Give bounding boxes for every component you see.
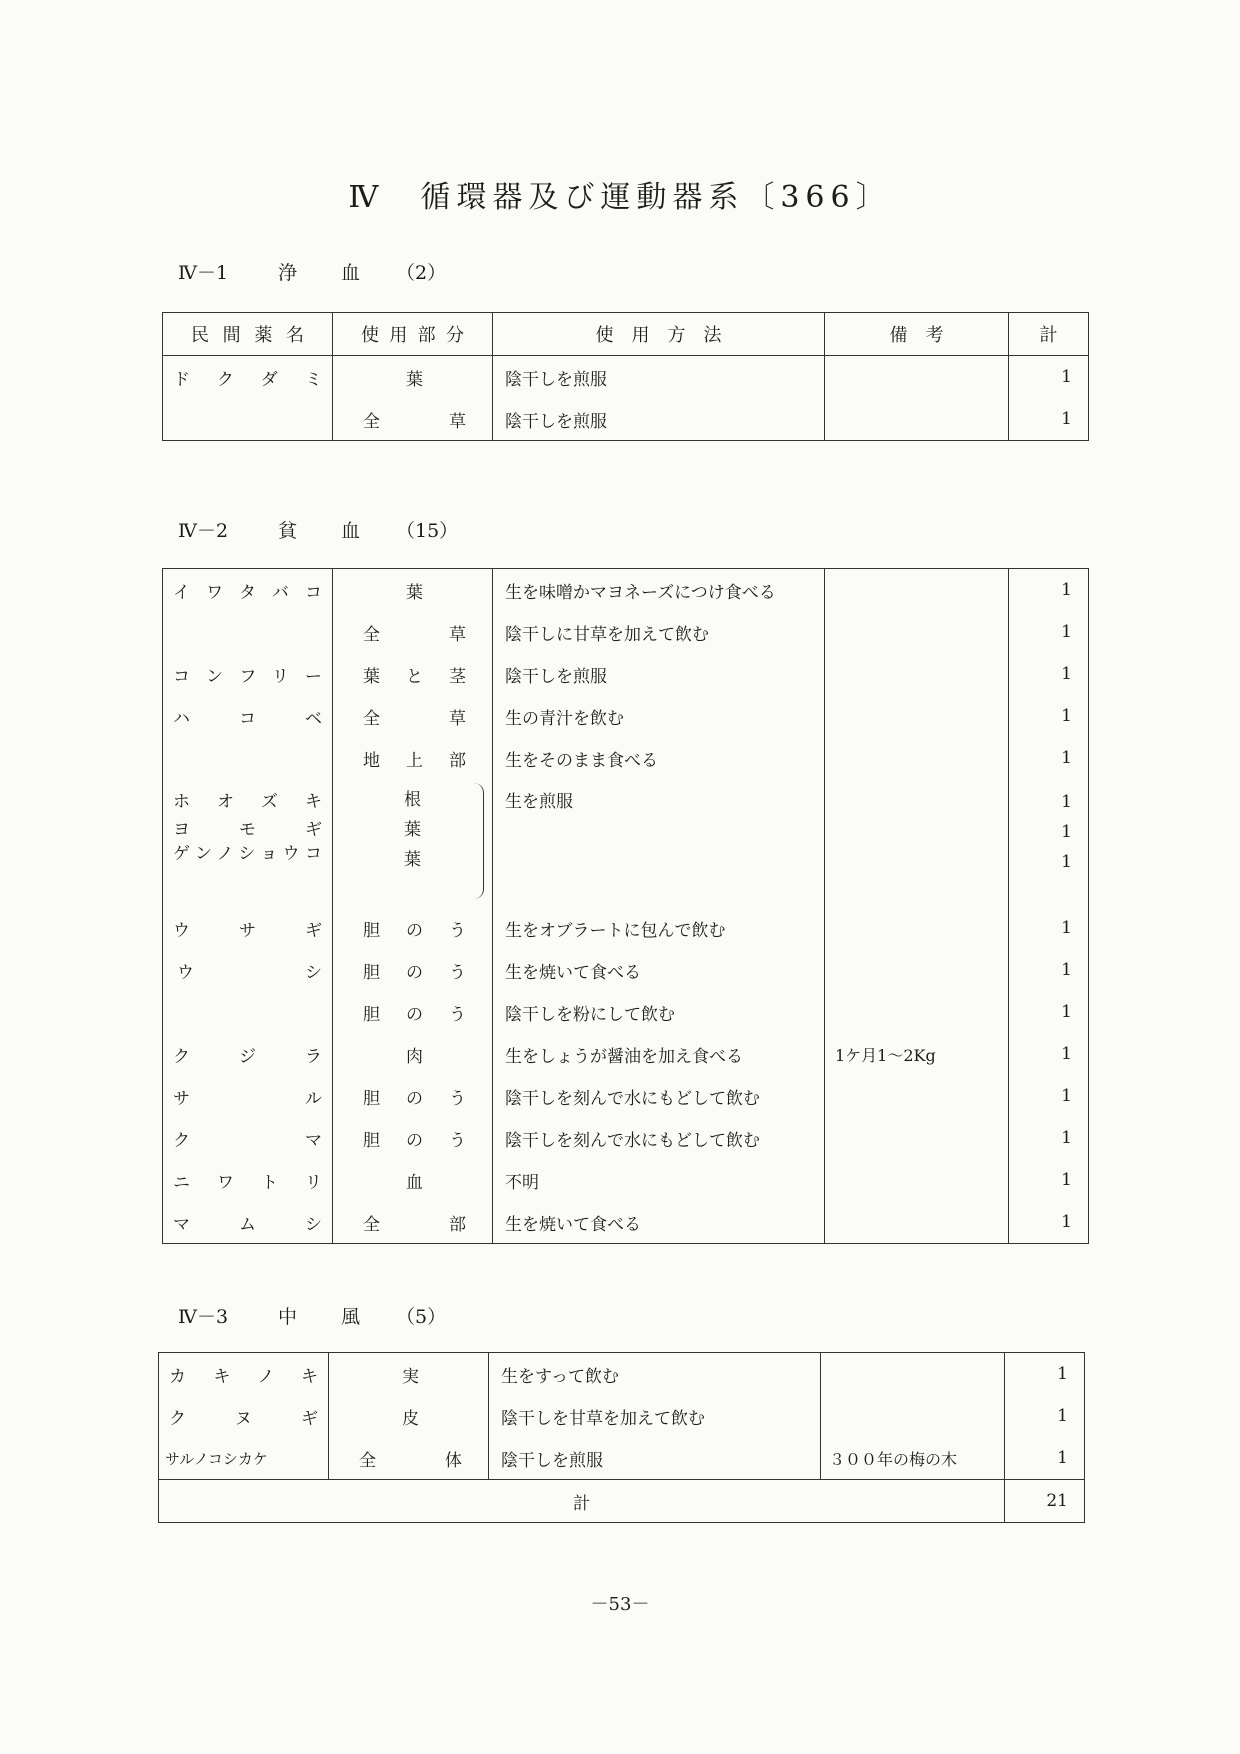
herb-part: 血 [333,1159,493,1201]
herb-name: イワタバコ [163,569,333,612]
section-count: （15） [396,520,459,542]
table-row [163,949,1089,991]
herb-part: 胆のう [333,991,493,1033]
table-row [163,653,1089,695]
herb-name: クマ [163,1117,333,1159]
herb-count: 1 [1009,356,1089,399]
herb-part: 葉 [404,820,421,840]
section-heading-3 [178,1302,446,1329]
herb-name [163,398,333,441]
herb-name: マムシ [163,1201,333,1244]
herb-note [825,1075,1009,1117]
section-count: （2） [396,262,447,284]
page-number: －53－ [590,1594,650,1615]
herb-name: ホオズキ [173,792,322,812]
herb-count: 1 [1009,1159,1089,1201]
header-part: 使用部分 [333,313,493,356]
herb-method: 生を煎服 [505,792,573,812]
herb-method: 陰干しを煎服 [493,356,825,399]
table-row-group [163,779,1089,907]
herb-count: 1 [1009,737,1089,779]
herb-method: 生を味噌かマヨネーズにつけ食べる [493,569,825,612]
table-row [163,611,1089,653]
herb-count: 1 [1005,1395,1085,1437]
herb-method-group [493,779,825,907]
herb-name: サル [163,1075,333,1117]
table-row [163,991,1089,1033]
herb-method: 不明 [493,1159,825,1201]
table-row [163,569,1089,612]
herb-part: 胆のう [333,907,493,949]
table-section-2 [162,568,1089,1244]
section-number: Ⅳ－2 [178,520,229,542]
herb-note [825,398,1009,441]
herb-part: 根 [404,790,421,810]
herb-part: 胆のう [333,949,493,991]
herb-name: カキノキ [159,1353,329,1396]
herb-count: 1 [1009,907,1089,949]
table-row [163,1159,1089,1201]
herb-count: 1 [1009,949,1089,991]
herb-method: 陰干しを刻んで水にもどして飲む [493,1117,825,1159]
total-label: 計 [159,1480,1005,1523]
herb-method: 生をそのまま食べる [493,737,825,779]
herb-name: ヨモギ [173,820,322,840]
section-count: （5） [396,1306,447,1328]
table-row [163,398,1089,441]
section-name: 浄 血 [278,262,363,284]
herb-note [821,1353,1005,1396]
herb-part: 葉 [404,850,421,870]
section-number: Ⅳ－1 [178,262,229,284]
section-heading-2 [178,516,458,543]
table-row [163,907,1089,949]
herb-count: 1 [1009,1033,1089,1075]
herb-count: 1 [1009,1201,1089,1244]
header-count: 計 [1009,313,1089,356]
herb-count: 1 [1009,569,1089,612]
herb-part: 皮 [329,1395,489,1437]
herb-method: 陰干しを煎服 [493,653,825,695]
herb-count-group [1009,779,1089,907]
herb-part: 地上部 [333,737,493,779]
table-row [163,1033,1089,1075]
herb-count: 1 [1009,611,1089,653]
table-section-1 [162,312,1089,441]
herb-note [825,569,1009,612]
herb-note [825,611,1009,653]
herb-count: 1 [1005,1437,1085,1480]
herb-note [825,949,1009,991]
table-row [159,1437,1085,1480]
herb-count: 1 [1009,1117,1089,1159]
table-row [163,1075,1089,1117]
herb-count: 1 [1009,653,1089,695]
header-method: 使 用 方 法 [493,313,825,356]
herb-method: 陰干しを刻んで水にもどして飲む [493,1075,825,1117]
table-row [159,1395,1085,1437]
herb-part: 胆のう [333,1117,493,1159]
herb-note [825,1159,1009,1201]
herb-note [825,991,1009,1033]
herb-method: 陰干しを煎服 [489,1437,821,1480]
herb-note [825,1201,1009,1244]
herb-part: 葉 [333,569,493,612]
herb-name: ハコベ [163,695,333,737]
herb-note: 1ケ月1～2Kg [825,1033,1009,1075]
herb-part-group [333,779,493,907]
brace-mark [473,783,484,899]
herb-name: クジラ [163,1033,333,1075]
herb-name [163,611,333,653]
total-value: 21 [1005,1480,1085,1523]
header-note: 備 考 [825,313,1009,356]
herb-method: 生をすって飲む [489,1353,821,1396]
herb-method: 生を焼いて食べる [493,949,825,991]
herb-part: 全体 [329,1437,489,1480]
herb-part: 肉 [333,1033,493,1075]
herb-method: 陰干しに甘草を加えて飲む [493,611,825,653]
table-section-3 [158,1352,1085,1523]
section-name: 貧 血 [278,520,363,542]
herb-count: 1 [1009,695,1089,737]
herb-count: 1 [1005,1353,1085,1396]
herb-method: 生を焼いて食べる [493,1201,825,1244]
herb-part: 全部 [333,1201,493,1244]
herb-name: ウサギ [163,907,333,949]
herb-part: 全草 [333,398,493,441]
herb-note [825,695,1009,737]
herb-count: 1 [1009,398,1089,441]
herb-method: 生をオブラートに包んで飲む [493,907,825,949]
herb-name: ゲンノショウコ [173,844,322,864]
herb-name: ドクダミ [163,356,333,399]
herb-note [825,1117,1009,1159]
herb-part: 葉 [333,356,493,399]
herb-note [825,907,1009,949]
herb-method: 生の青汁を飲む [493,695,825,737]
herb-count: 1 [1009,1075,1089,1117]
herb-part: 胆のう [333,1075,493,1117]
section-heading-1 [178,258,446,285]
herb-note [825,779,1009,907]
section-name: 中 風 [278,1306,363,1328]
herb-part: 実 [329,1353,489,1396]
herb-name [163,991,333,1033]
herb-part: 全草 [333,695,493,737]
herb-count: 1 [1061,822,1072,842]
herb-part: 全草 [333,611,493,653]
table-row [163,1201,1089,1244]
herb-count: 1 [1061,792,1072,812]
page-title: Ⅳ 循環器及び運動器系〔366〕 [348,180,892,215]
section-number: Ⅳ－3 [178,1306,229,1328]
header-name: 民間薬名 [163,313,333,356]
total-row [159,1480,1085,1523]
table-row [163,356,1089,399]
herb-note [821,1395,1005,1437]
herb-name: コンフリー [163,653,333,695]
herb-method: 陰干しを甘草を加えて飲む [489,1395,821,1437]
herb-method: 陰干しを煎服 [493,398,825,441]
herb-count: 1 [1061,852,1072,872]
herb-name: ニワトリ [163,1159,333,1201]
herb-name-group [163,779,333,907]
herb-method: 生をしょうが醤油を加え食べる [493,1033,825,1075]
herb-method: 陰干しを粉にして飲む [493,991,825,1033]
table-row [159,1353,1085,1396]
herb-note [825,653,1009,695]
table-row [163,695,1089,737]
table-header-row [163,313,1089,356]
herb-name: クヌギ [159,1395,329,1437]
herb-name [163,737,333,779]
table-row [163,1117,1089,1159]
herb-name: サルノコシカケ [159,1437,329,1480]
herb-count: 1 [1009,991,1089,1033]
herb-name: ウシ [163,949,333,991]
herb-note [825,737,1009,779]
table-row [163,737,1089,779]
herb-part: 葉と茎 [333,653,493,695]
herb-note [825,356,1009,399]
herb-note: ３００年の梅の木 [821,1437,1005,1480]
